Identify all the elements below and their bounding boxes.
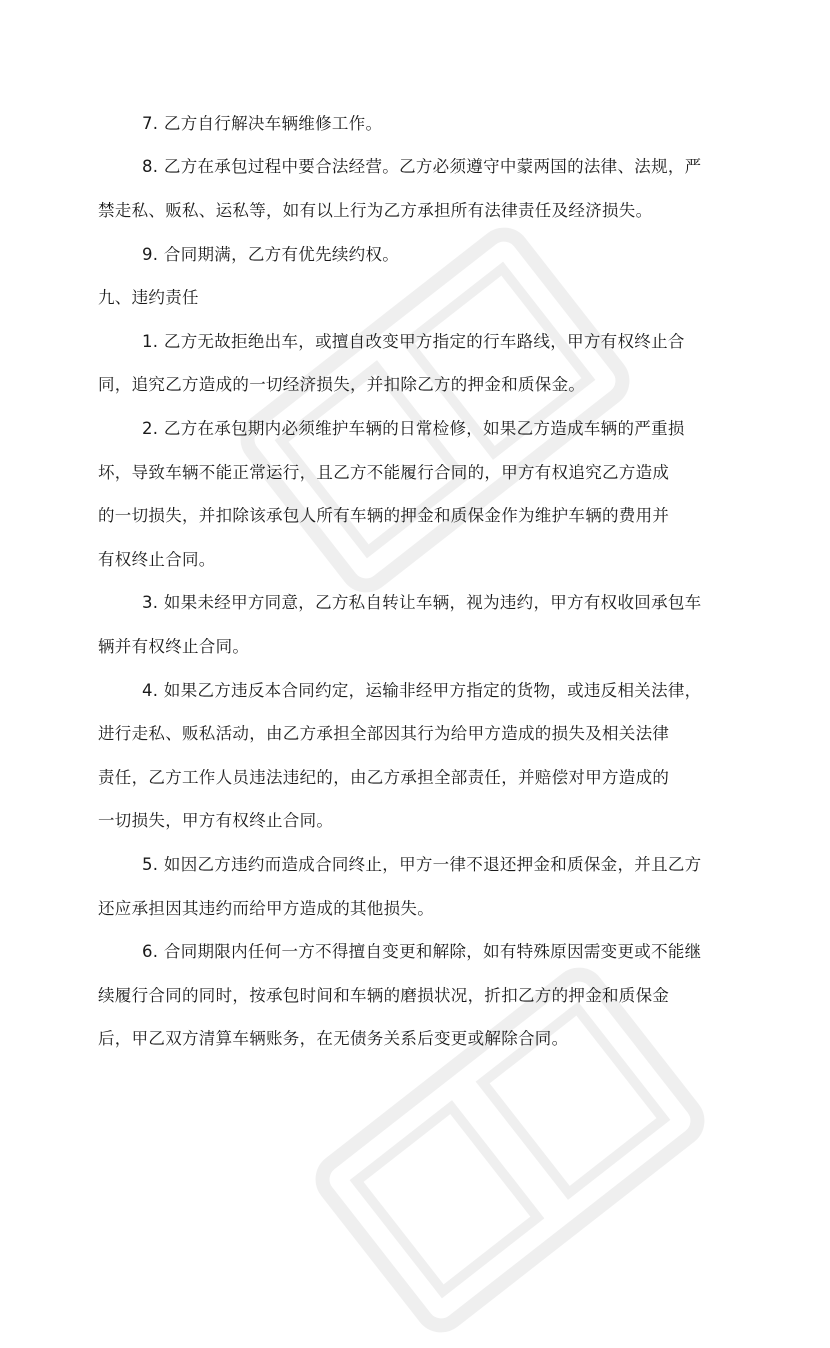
watermark-logo (225, 212, 644, 607)
clause-8-8: 8. 乙方在承包过程中要合法经营。乙方必须遵守中蒙两国的法律、法规，严 (142, 157, 702, 176)
clause-9-5: 5. 如因乙方违约而造成合同终止，甲方一律不退还押金和质保金，并且乙方 (142, 855, 702, 874)
clause-9-3-cont: 辆并有权终止合同。 (98, 637, 250, 656)
clause-9-2-cont-1: 坏，导致车辆不能正常运行，且乙方不能履行合同的，甲方有权追究乙方造成 (98, 463, 670, 482)
clause-9-3: 3. 如果未经甲方同意，乙方私自转让车辆，视为违约，甲方有权收回承包车 (142, 593, 702, 612)
clause-9-4: 4. 如果乙方违反本合同约定，运输非经甲方指定的货物，或违反相关法律， (142, 681, 702, 700)
clause-9-2-cont-2: 的一切损失，并扣除该承包人所有车辆的押金和质保金作为维护车辆的费用并 (98, 506, 670, 525)
clause-8-8-cont: 禁走私、贩私、运私等，如有以上行为乙方承担所有法律责任及经济损失。 (98, 201, 653, 220)
clause-9-6-cont-1: 续履行合同的同时，按承包时间和车辆的磨损状况，折扣乙方的押金和质保金 (98, 986, 670, 1005)
clause-9-5-cont: 还应承担因其违约而给甲方造成的其他损失。 (98, 899, 434, 918)
clause-9-2-cont-3: 有权终止合同。 (98, 550, 216, 569)
clause-9-4-cont-1: 进行走私、贩私活动，由乙方承担全部因其行为给甲方造成的损失及相关法律 (98, 724, 670, 743)
watermark-logo-lower (300, 952, 719, 1347)
clause-9-4-cont-2: 责任，乙方工作人员违法违纪的，由乙方承担全部责任，并赔偿对甲方造成的 (98, 768, 670, 787)
clause-9-1-cont: 同，追究乙方造成的一切经济损失，并扣除乙方的押金和质保金。 (98, 375, 586, 394)
clause-8-9: 9. 合同期满，乙方有优先续约权。 (142, 245, 400, 264)
clause-9-2: 2. 乙方在承包期内必须维护车辆的日常检修，如果乙方造成车辆的严重损 (142, 419, 685, 438)
clause-9-6-cont-2: 后，甲乙双方清算车辆账务，在无债务关系后变更或解除合同。 (98, 1029, 569, 1048)
clause-9-4-cont-3: 一切损失，甲方有权终止合同。 (98, 811, 334, 830)
section-heading-breach: 九、违约责任 (98, 288, 199, 307)
clause-9-6: 6. 合同期限内任何一方不得擅自变更和解除，如有特殊原因需变更或不能继 (142, 942, 702, 961)
clause-8-7: 7. 乙方自行解决车辆维修工作。 (142, 114, 383, 133)
clause-9-1: 1. 乙方无故拒绝出车，或擅自改变甲方指定的行车路线，甲方有权终止合 (142, 332, 685, 351)
